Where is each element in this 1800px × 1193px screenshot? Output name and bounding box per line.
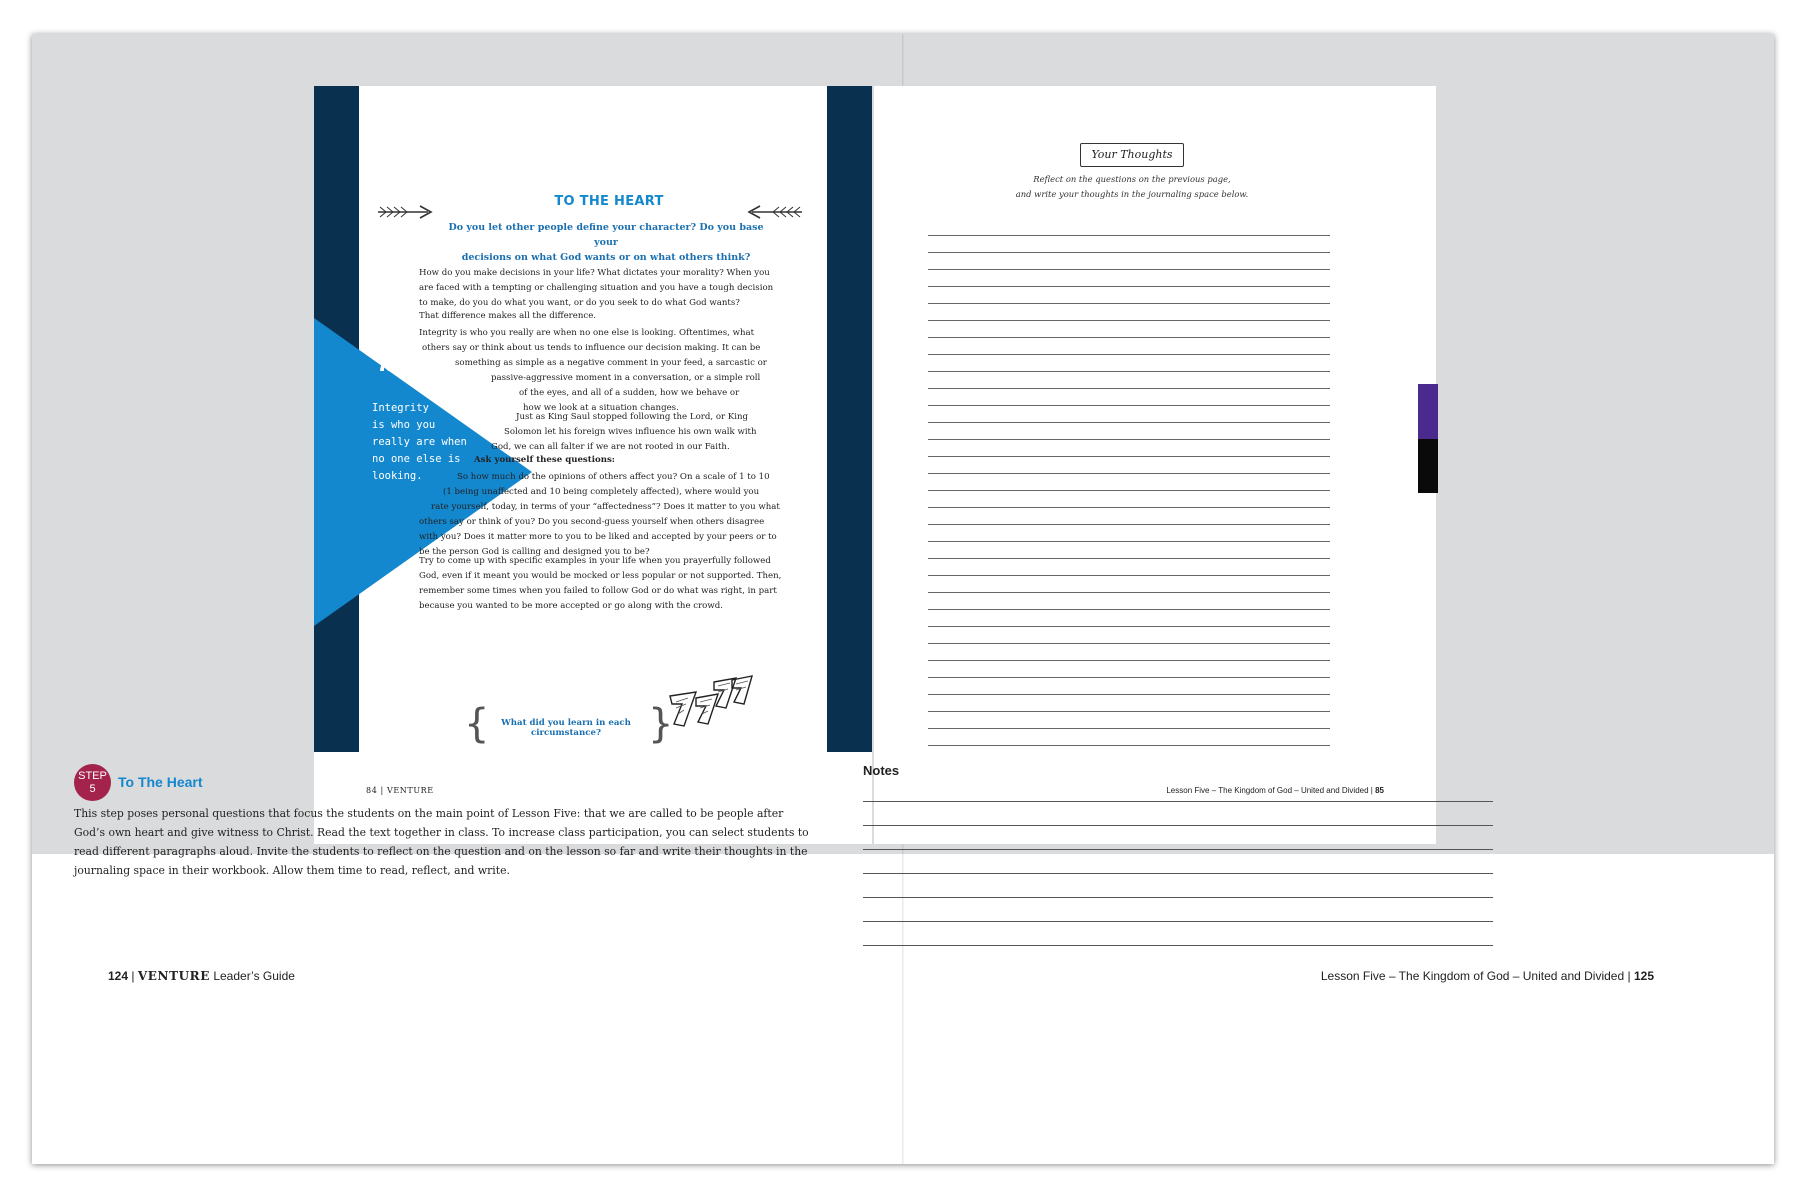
notes-title: Notes [863,763,900,778]
paragraph-3: Integrity is who you really are when no one else is looking. Oftentimes, what others say or think about us tends to influence our decision making. It can be something as simple as a negative comment in your feed, a sarcastic or passive-aggressive moment in a conversation, or a simple roll of the eyes, and all of a sudden, how we behave or how we look at a situation changes. [419,328,767,413]
arrow-left-icon [746,204,804,220]
paragraph-2: That difference makes all the difference. [419,311,597,321]
page-folio-85: Lesson Five – The Kingdom of God – United and Divided | 85 [1166,786,1384,795]
notes-line [863,945,1493,946]
quote-mark-icon: “ [376,355,397,401]
pull-quote: Integrity is who you really are when no one else is looking. [372,402,467,482]
paragraph-4: Just as King Saul stopped following the Lord, or King Solomon let his foreign wives influence his own walk with God, we can all falter if we are not rooted in our Faith. [491,412,757,452]
your-thoughts-label: Your Thoughts [1080,143,1184,167]
notes-line [863,849,1493,850]
brace-left-icon: { [464,701,490,747]
notes-line [863,825,1493,826]
paragraph-1: How do you make decisions in your life? What dictates your morality? When you are faced with a tempting or challenging situation and you have a tough decision to make, do you do what you want, or do you seek to do what God wants? [419,268,774,308]
workbook-page-85 [874,86,1436,844]
navy-border-right [827,86,872,752]
reflect-instructions: Reflect on the questions on the previous page, and write your thoughts in the journaling space below. [1015,174,1249,199]
page-folio-124: 124 | VENTURE Leader’s Guide [108,969,295,983]
paragraph-6: Try to come up with specific examples in your life when you prayerfully followed God, even if it meant you would be mocked or less popular or not supported. Then, remember some times when you failed to follow God or do what was right, in part because you wanted to be more accepted or go along with the crowd. [419,556,782,611]
page-folio-84: 84 | VENTURE [366,786,434,795]
notes-line [863,873,1493,874]
step-badge: STEP 5 [74,764,111,801]
notes-line [863,897,1493,898]
section-title: TO THE HEART [554,194,664,209]
page-folio-125: Lesson Five – The Kingdom of God – United and Divided | 125 [1320,969,1654,983]
closing-quote-icon [666,674,754,734]
edge-tab-black [1418,439,1438,493]
step-title: To The Heart [118,774,203,790]
learn-prompt [464,701,674,748]
learn-prompt-text: What did you learn in each circumstance? [501,718,631,738]
journaling-lines [928,220,1330,760]
book-spread [32,34,1774,1164]
edge-tab-purple [1418,384,1438,439]
notes-line [863,921,1493,922]
arrow-right-icon [376,204,434,220]
workbook-page-84 [314,86,872,844]
brace-right-icon: } [648,701,674,747]
notes-line [863,801,1493,802]
paragraph-5: So how much do the opinions of others affect you? On a scale of 1 to 10 (1 being unaffected and 10 being completely affected), where would you rate yourself, today, in terms of your “affectedness”? Does it matter to you what others say or think of you? Do you second-guess yourself when others disagree with you? Does it matter more to you to be liked and accepted by your peers or to be the person God is calling and designed you to be? [419,472,780,557]
ask-heading: Ask yourself these questions: [474,455,615,465]
section-subtitle: Do you let other people define your character? Do you base your decisions on what God wants or on what others think? [448,222,764,263]
step-description: This step poses personal questions that focus the students on the main point of Lesson Five: that we are called to be people after God’s own heart and give witness to Christ. Read the text together in class. To increase class participation, you can select students to read different paragraphs aloud. Invite the students to reflect on the question and on the lesson so far and write their thoughts in the journaling space in their workbook. Allow them time to read, reflect, and write. [74,807,809,877]
